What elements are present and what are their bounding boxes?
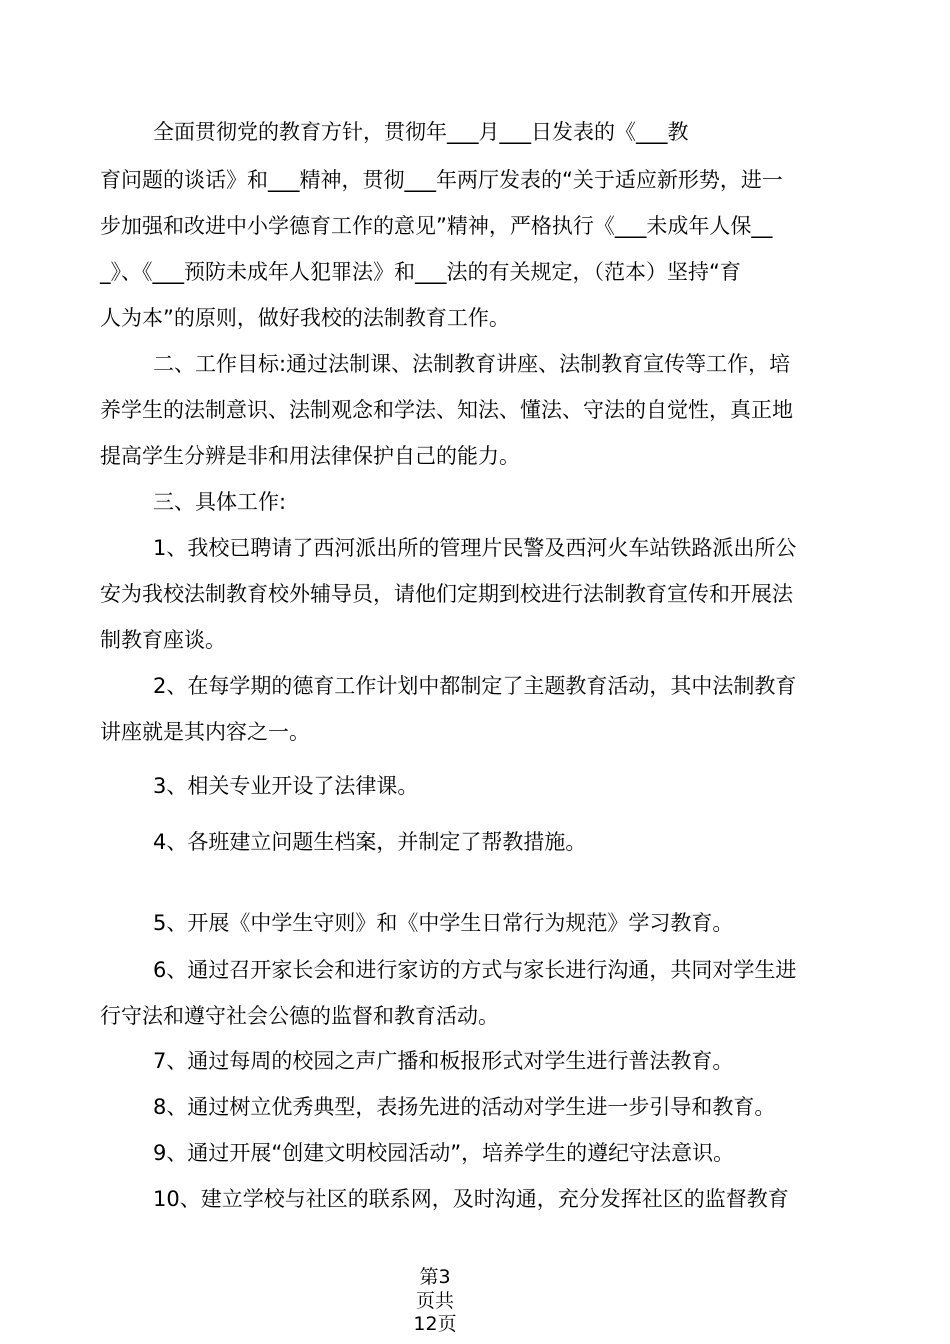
list-item-line: 3、相关专业开设了法律课。 [153,774,419,798]
paragraph-line: _》、《___预防未成年人犯罪法》和___法的有关规定，（范本）坚持“育 [100,260,741,284]
list-item-line: 安为我校法制教育校外辅导员，请他们定期到校进行法制教育宣传和开展法 [100,582,793,606]
paragraph-line: 提高学生分辨是非和用法律保护自己的能力。 [100,444,520,468]
list-item-line: 10、建立学校与社区的联系网，及时沟通，充分发挥社区的监督教育 [153,1187,789,1211]
page-number-line-2: 页共 [415,1290,454,1312]
paragraph-line: 二、工作目标:通过法制课、法制教育讲座、法制教育宣传等工作，培 [153,352,791,376]
list-item-line: 8、通过树立优秀典型，表扬先进的活动对学生进一步引导和教育。 [153,1095,776,1119]
list-item-line: 1、我校已聘请了西河派出所的管理片民警及西河火车站铁路派出所公 [153,536,797,560]
list-item-line: 7、通过每周的校园之声广播和板报形式对学生进行普法教育。 [153,1049,734,1073]
list-item-line: 讲座就是其内容之一。 [100,720,310,744]
paragraph-line: 育问题的谈话》和___精神，贯彻___年两厅发表的“关于适应新形势，进一 [100,168,783,192]
list-item-line: 行守法和遵守社会公德的监督和教育活动。 [100,1004,499,1028]
paragraph-line: 养学生的法制意识、法制观念和学法、知法、懂法、守法的自觉性，真正地 [100,398,793,422]
section-heading: 三、具体工作: [153,490,287,514]
page-number-line-3: 12页 [413,1313,457,1335]
list-item-line: 6、通过召开家长会和进行家访的方式与家长进行沟通，共同对学生进 [153,958,797,982]
paragraph-line: 全面贯彻党的教育方针，贯彻年___月___日发表的《___教 [153,120,689,144]
list-item-line: 制教育座谈。 [100,628,226,652]
paragraph-line: 步加强和改进中小学德育工作的意见”精神，严格执行《___未成年人保__ [100,214,773,238]
list-item-line: 2、在每学期的德育工作计划中都制定了主题教育活动，其中法制教育 [153,674,797,698]
list-item-line: 4、各班建立问题生档案，并制定了帮教措施。 [153,830,587,854]
paragraph-line: 人为本”的原则，做好我校的法制教育工作。 [100,306,510,330]
list-item-line: 5、开展《中学生守则》和《中学生日常行为规范》学习教育。 [153,911,734,935]
list-item-line: 9、通过开展“创建文明校园活动”，培养学生的遵纪守法意识。 [153,1141,735,1165]
page-number-line-1: 第3 [419,1266,451,1288]
